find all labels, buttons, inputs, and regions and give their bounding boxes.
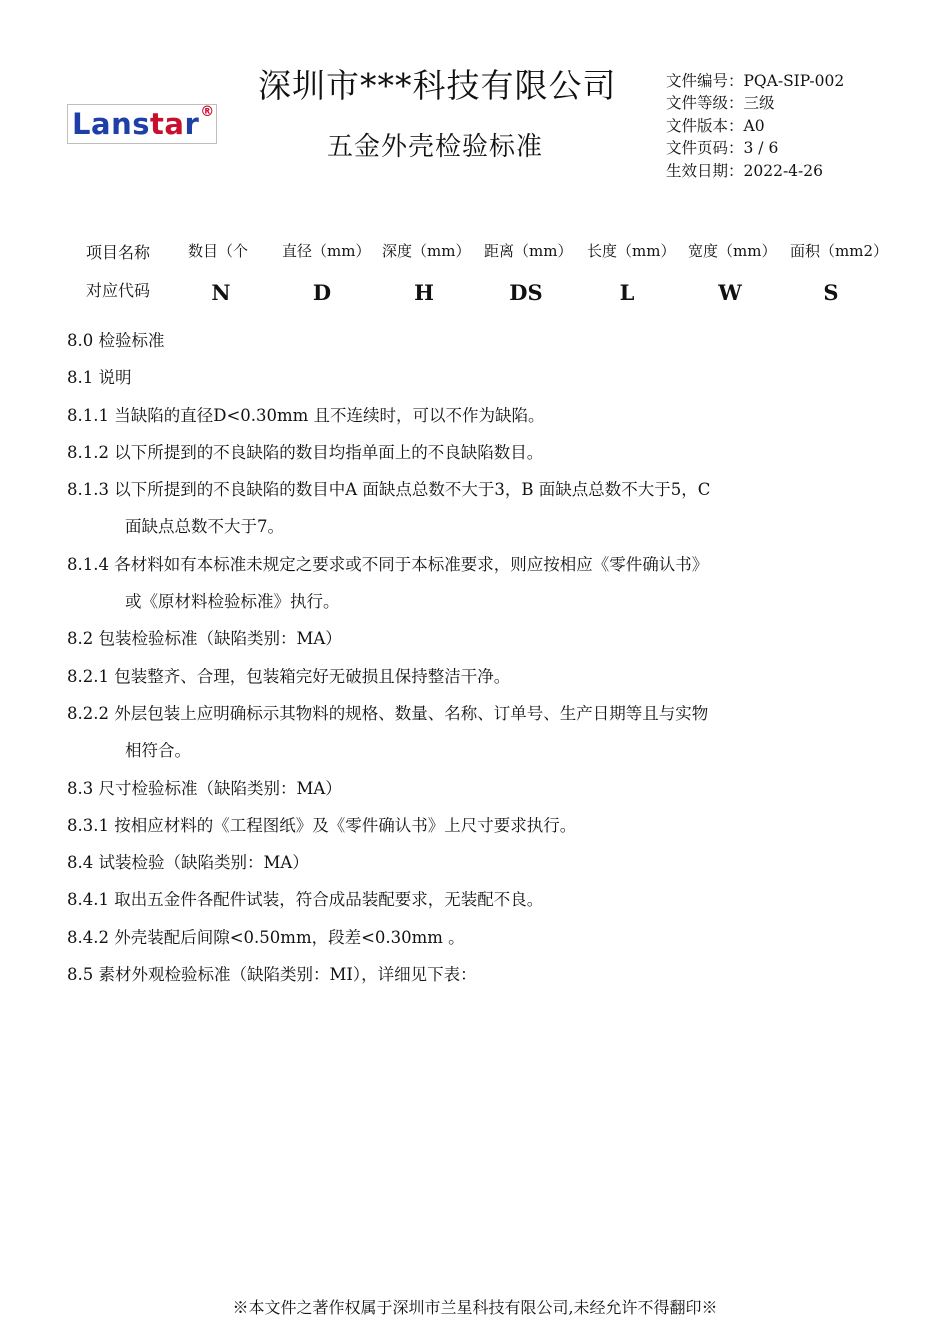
section-8-1: 8.1 说明 xyxy=(67,368,132,388)
name-distance: 距离（mm） xyxy=(484,242,573,260)
logo-text: Lanstar xyxy=(72,106,200,141)
registered-mark: ® xyxy=(200,104,215,120)
row-label-item-name: 项目名称 xyxy=(86,243,151,262)
document-title: 五金外壳检验标准 xyxy=(327,132,544,162)
clause-8-4-1: 8.4.1 取出五金件各配件试装，符合成品装配要求，无装配不良。 xyxy=(67,890,544,910)
code-table-names-row xyxy=(0,240,950,278)
clause-8-1-4: 8.1.4 各材料如有本标准未规定之要求或不同于本标准要求，则应按相应《零件确认书》 xyxy=(67,554,709,574)
name-count: 数目（个 xyxy=(188,242,249,260)
name-depth: 深度（mm） xyxy=(382,242,471,260)
row-label-code: 对应代码 xyxy=(86,281,151,300)
section-8-2: 8.2 包装检验标准（缺陷类别：MA） xyxy=(67,629,342,649)
code-ds: DS xyxy=(509,280,543,305)
meta-doc-level: 文件等级：三级 xyxy=(666,94,775,113)
section-8-5: 8.5 素材外观检验标准（缺陷类别：MI），详细见下表： xyxy=(67,965,477,985)
document-meta xyxy=(666,70,844,182)
name-diameter: 直径（mm） xyxy=(282,242,371,260)
meta-effective-date: 生效日期：2022-4-26 xyxy=(666,161,824,180)
clause-8-3-1: 8.3.1 按相应材料的《工程图纸》及《零件确认书》上尺寸要求执行。 xyxy=(67,815,577,835)
code-s: S xyxy=(823,280,839,305)
meta-doc-version: 文件版本：A0 xyxy=(666,116,765,135)
company-logo xyxy=(67,104,217,144)
clause-8-2-2-cont: 相符合。 xyxy=(125,741,191,761)
clause-8-1-3-cont: 面缺点总数不大于7。 xyxy=(125,517,284,537)
copyright-footer: ※本文件之著作权属于深圳市兰星科技有限公司,未经允许不得翻印※ xyxy=(232,1298,718,1317)
clause-8-1-1: 8.1.1 当缺陷的直径D<0.30mm 且不连续时，可以不作为缺陷。 xyxy=(67,405,545,425)
code-l: L xyxy=(619,280,635,305)
section-8-4: 8.4 试装检验（缺陷类别：MA） xyxy=(67,853,309,873)
logo-mark xyxy=(72,104,215,141)
code-w: W xyxy=(718,280,742,305)
meta-page-number: 文件页码：3 / 6 xyxy=(666,139,779,158)
clause-8-4-2: 8.4.2 外壳装配后间隙<0.50mm，段差<0.30mm 。 xyxy=(67,927,465,947)
name-area: 面积（mm2） xyxy=(790,242,888,260)
clause-8-2-1: 8.2.1 包装整齐、合理，包装箱完好无破损且保持整洁干净。 xyxy=(67,666,511,686)
code-n: N xyxy=(211,280,231,305)
standard-text xyxy=(67,330,887,1001)
company-name: 深圳市***科技有限公司 xyxy=(258,66,617,105)
code-d: D xyxy=(312,280,332,305)
section-8-3: 8.3 尺寸检验标准（缺陷类别：MA） xyxy=(67,778,342,798)
clause-8-1-3: 8.1.3 以下所提到的不良缺陷的数目中A 面缺点总数不大于3，B 面缺点总数不大于5，C xyxy=(67,480,711,500)
clause-8-1-4-cont: 或《原材料检验标准》执行。 xyxy=(125,592,340,612)
name-length: 长度（mm） xyxy=(587,242,676,260)
clause-8-1-2: 8.1.2 以下所提到的不良缺陷的数目均指单面上的不良缺陷数目。 xyxy=(67,442,544,462)
name-width: 宽度（mm） xyxy=(688,242,777,260)
code-table xyxy=(0,240,950,316)
section-8-0: 8.0 检验标准 xyxy=(67,331,165,350)
meta-doc-number: 文件编号：PQA-SIP-002 xyxy=(666,72,845,90)
clause-8-2-2: 8.2.2 外层包装上应明确标示其物料的规格、数量、名称、订单号、生产日期等且与实物 xyxy=(67,703,709,723)
code-h: H xyxy=(414,280,434,305)
code-table-letters-row xyxy=(0,278,950,316)
